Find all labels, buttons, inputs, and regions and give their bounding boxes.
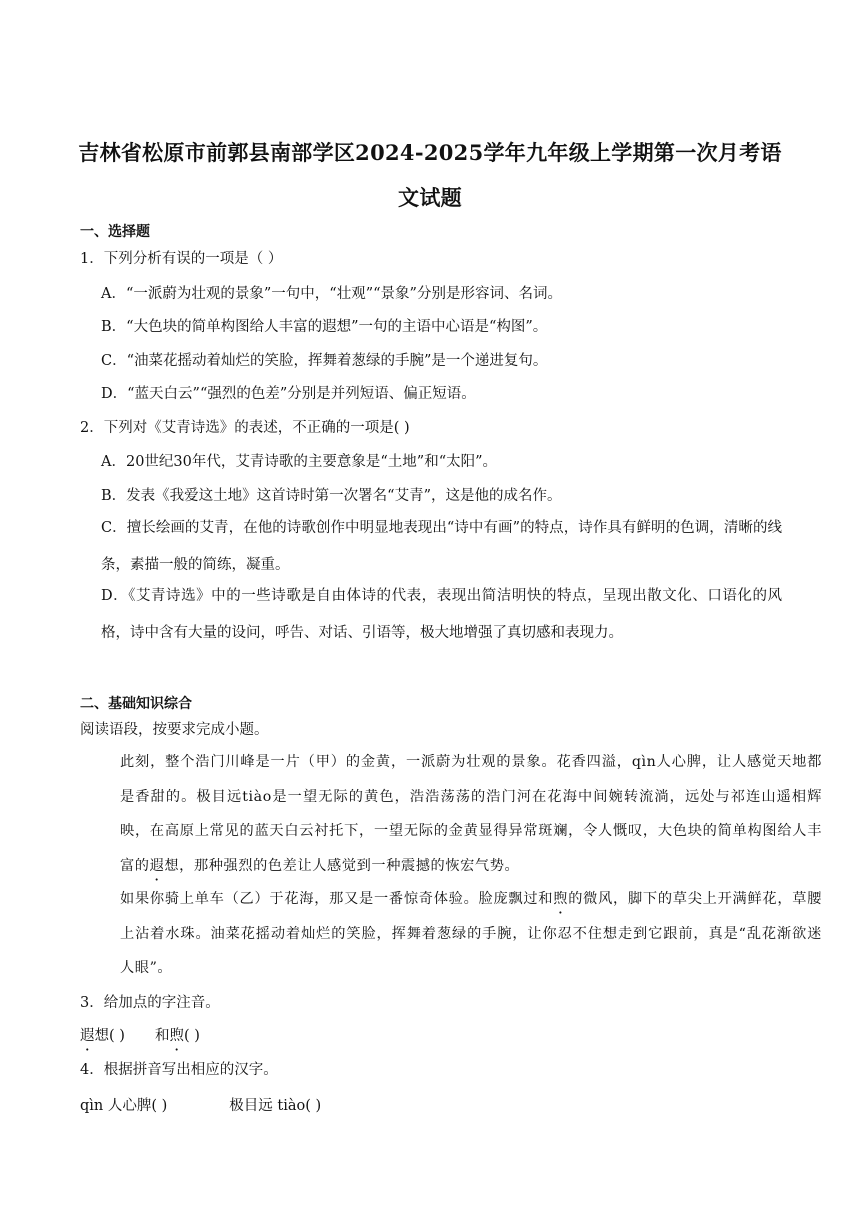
question-3-blank-1: 想( ) [94,1028,125,1044]
question-4-blank-2: 极目远 tiào( ) [229,1098,322,1114]
question-1-option-c: C．“油菜花摇动着灿烂的笑脸，挥舞着葱绿的手腕”是一个递进复句。 [101,353,548,369]
passage-p1-text-a: 此刻，整个浩门川峰是一片（甲）的金黄，一派蔚为壮观的景象。花香四溢，qìn人心脾，让人感觉天地都是香甜的。极目远tiào是一望无际的黄色，浩浩荡荡的浩门河在花海中间婉转流淌，远处与祁连山遥相辉映，在高原上常见的蓝天白云衬托下，一望无际的金黄显得异常斑斓，令人慨叹，大色块的简单构图给人丰富的 [120,754,822,874]
page-title-line1: 吉林省松原市前郭县南部学区2024-2025学年九年级上学期第一次月考语 [78,140,782,165]
question-3-word-2-prefix: 和 [154,1028,170,1044]
passage-p2-text-a: 如果你骑上单车（乙）于花海，那又是一番惊奇体验。脸庞飘过和 [120,891,554,907]
page-title-line2: 文试题 [398,185,462,210]
question-2-option-c: C．擅长绘画的艾青，在他的诗歌创作中明显地表现出“诗中有画”的特点，诗作具有鲜明的色调，清晰的线条，素描一般的简练，凝重。 [101,520,782,573]
passage-p1-text-b: 想，那种强烈的色差让人感觉到一种震撼的恢宏气势。 [164,857,520,874]
question-4-blanks [80,1094,321,1115]
section-heading-choice: 一、选择题 [80,224,150,240]
question-2-stem: 2．下列对《艾青诗选》的表述，不正确的一项是( ) [80,420,410,436]
emphasis-dot-char: 遐 [80,1028,95,1044]
question-1-option-a: A．“一派蔚为壮观的景象”一句中，“壮观”“景象”分别是形容词、名词。 [101,286,562,302]
question-2-option-d: D．《艾青诗选》中的一些诗歌是自由体诗的代表，表现出简洁明快的特点，呈现出散文化、口语化的风格，诗中含有大量的设问，呼告、对话、引语等，极大地增强了真切感和表现力。 [101,588,782,641]
emphasis-dot-char: 煦 [553,891,569,907]
question-4-stem: 4．根据拼音写出相应的汉字。 [80,1062,278,1078]
passage-paragraph-2 [80,882,822,986]
reading-instruction: 阅读语段，按要求完成小题。 [80,722,269,738]
question-1-option-d: D．“蓝天白云”“强烈的色差”分别是并列短语、偏正短语。 [101,386,476,402]
question-4-blank-1: qìn 人心脾( ) [80,1098,168,1114]
question-1-stem: 1．下列分析有误的一项是（ ） [80,251,283,267]
passage-paragraph-1 [80,745,822,883]
emphasis-dot-char: 遐 [149,857,165,874]
passage-p2-text-b: 的微风，脚下的草尖上开满鲜花，草腰上沾着水珠。油菜花摇动着灿烂的笑脸，挥舞着葱绿的手腕，让你忍不住想走到它跟前，真是“乱花渐欲迷人眼”。 [120,891,823,976]
question-3-blank-2: ( ) [183,1028,200,1044]
question-3-stem: 3．给加点的字注音。 [80,995,220,1011]
question-3-blanks [80,1024,200,1045]
section-heading-basic: 二、基础知识综合 [80,696,192,712]
question-1-option-b: B．“大色块的简单构图给人丰富的遐想”一句的主语中心语是“构图”。 [101,319,548,335]
emphasis-dot-char: 煦 [169,1028,184,1044]
question-2-option-a: A．20世纪30年代，艾青诗歌的主要意象是“土地”和“太阳”。 [101,454,498,470]
question-2-option-b: B．发表《我爱这土地》这首诗时第一次署名“艾青”，这是他的成名作。 [101,488,562,504]
